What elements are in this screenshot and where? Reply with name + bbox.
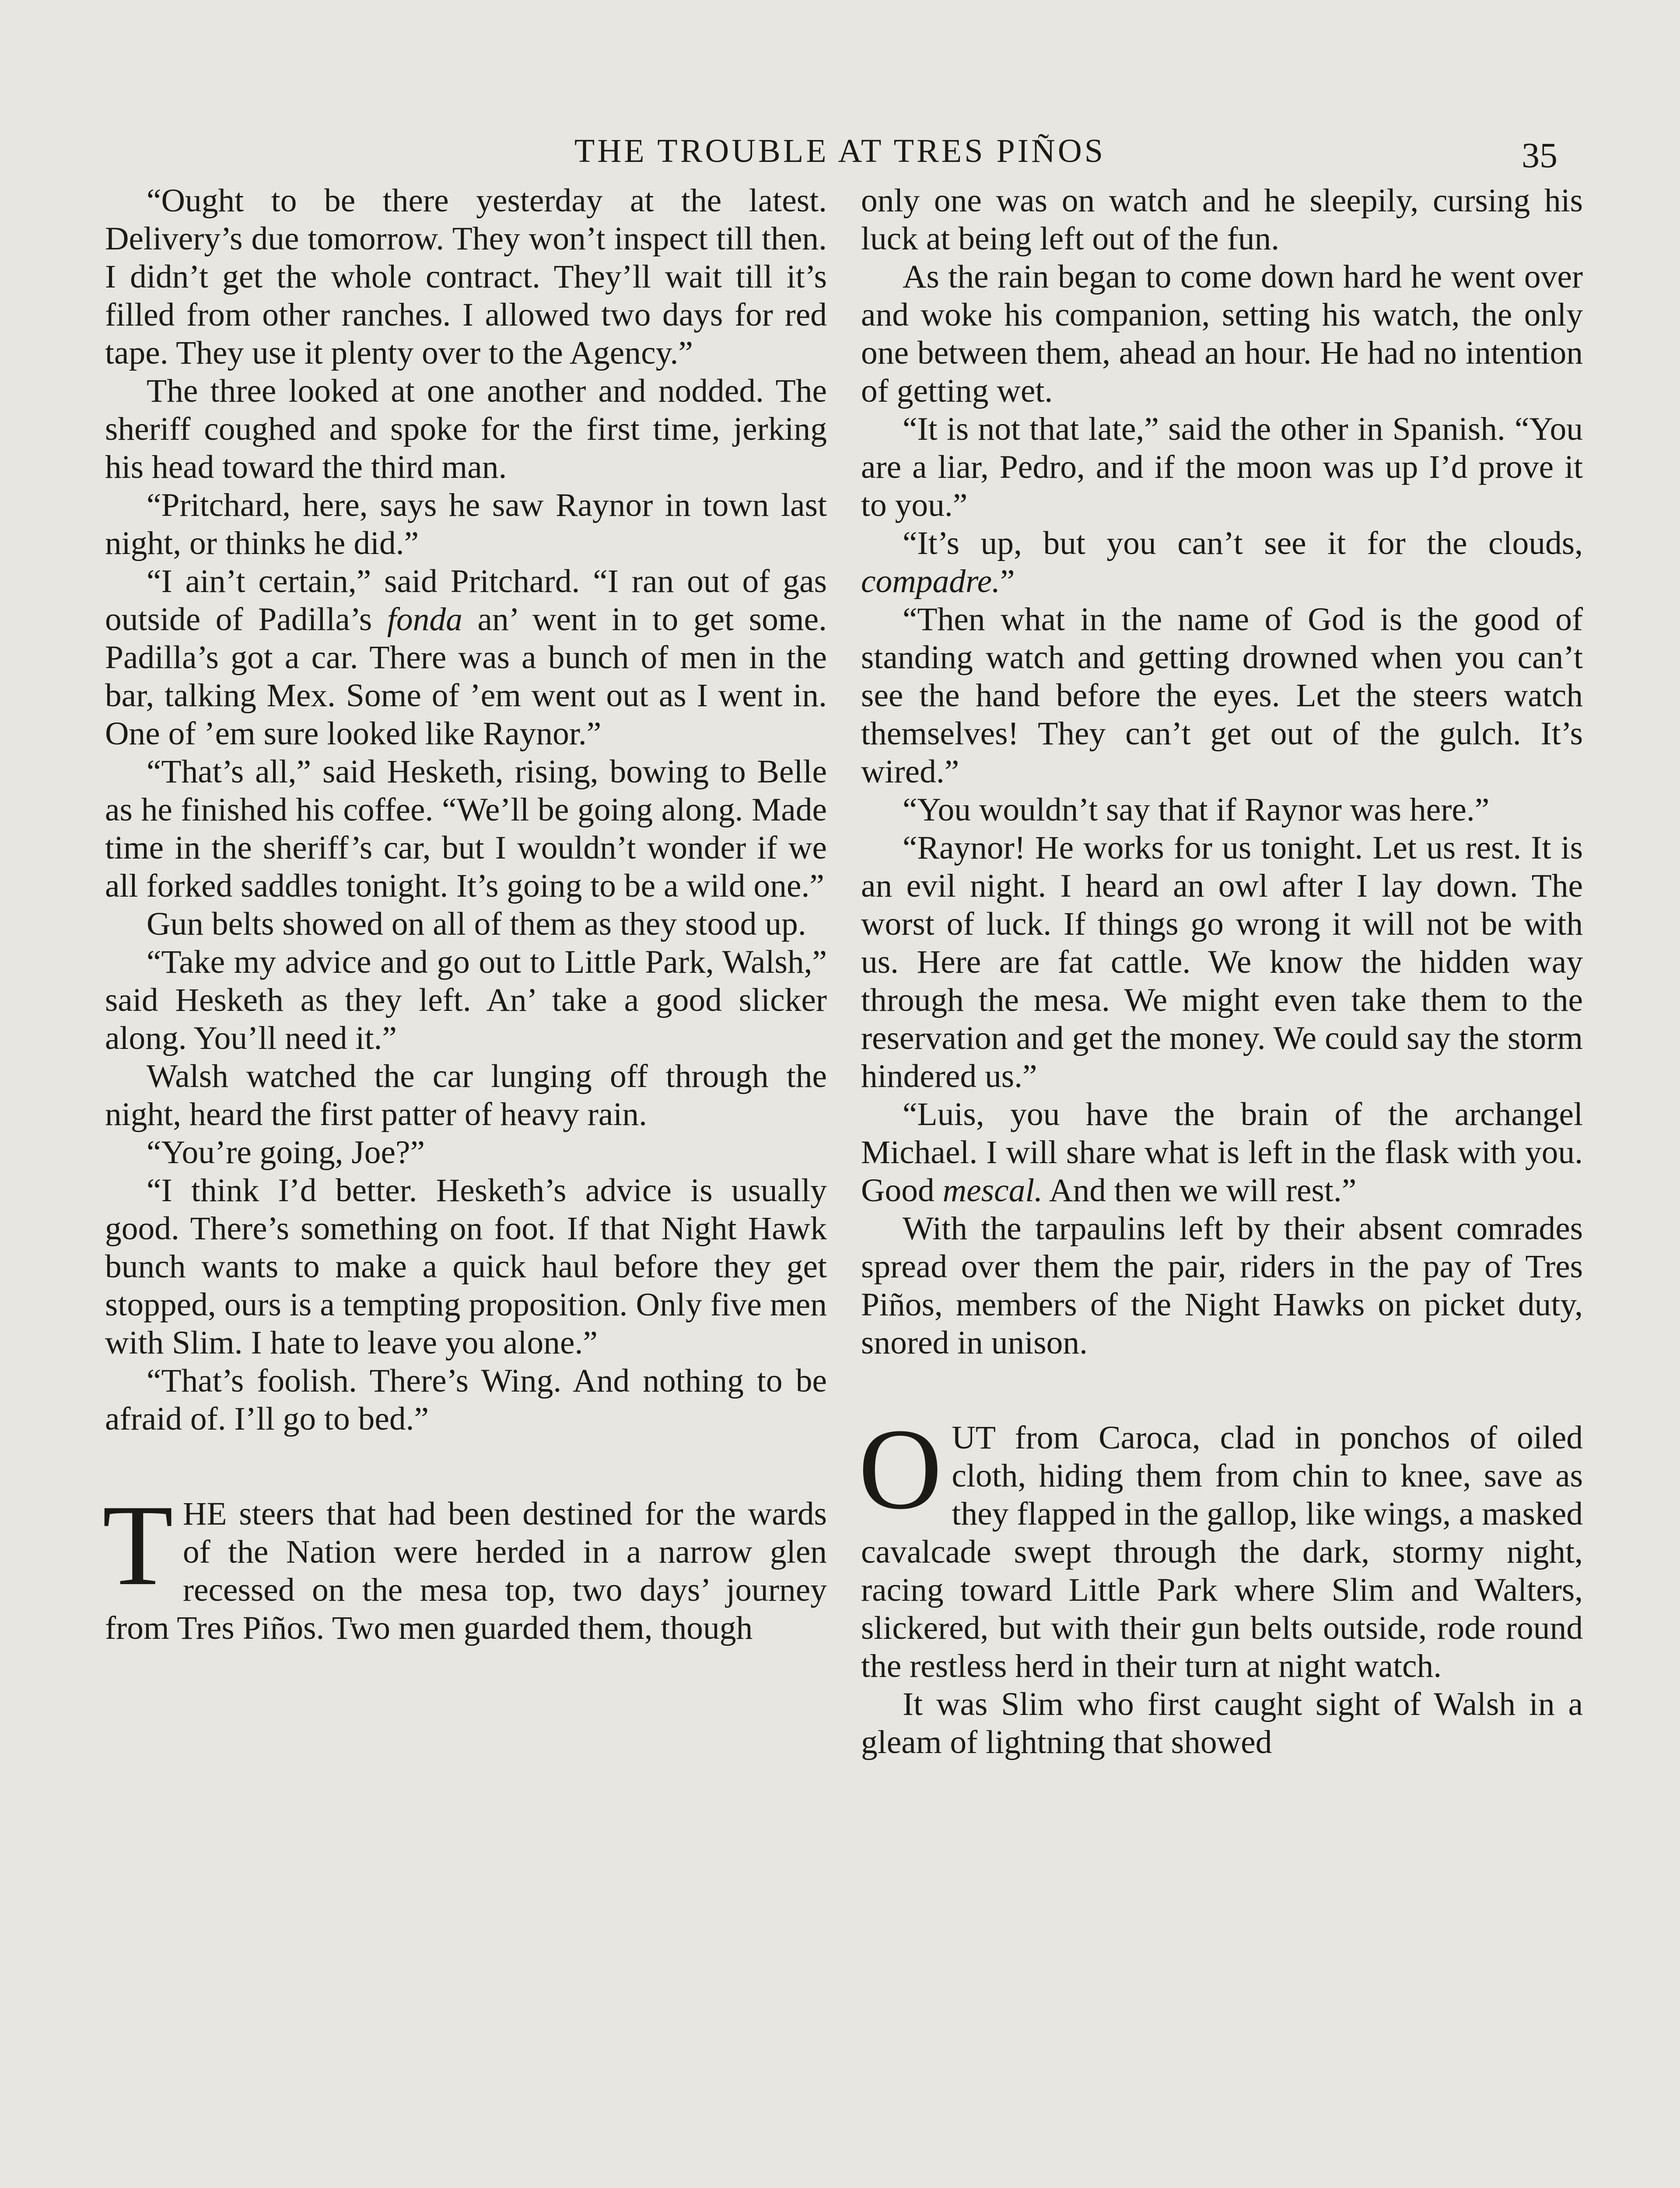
paragraph: “Then what in the name of God is the good of standing watch and getting drowned when you can’t see the hand before the eyes. Let the steers watch themselves! They can’t get out of the gulch. It’s wired.” <box>861 601 1583 790</box>
paragraph: Walsh watched the car lunging off through the night, heard the first patter of heavy rain. <box>105 1058 827 1133</box>
italic-word: compadre. <box>861 563 1000 600</box>
right-column <box>858 182 1583 1761</box>
drop-cap-t: T <box>102 1481 173 1609</box>
paragraph: With the tarpaulins left by their absent comrades spread over them the pair, riders in the pay of Tres Piños, members of the Night Hawks on picket duty, snored in unison. <box>861 1210 1583 1361</box>
paragraph: It was Slim who first caught sight of Walsh in a gleam of lightning that showed <box>861 1686 1583 1760</box>
paragraph <box>105 562 827 753</box>
paragraph-text: “It’s up, but you can’t see it for the clouds, <box>903 525 1583 561</box>
paragraph: only one was on watch and he sleepily, cursing his luck at being left out of the fun. <box>861 182 1583 257</box>
left-column <box>102 182 827 1647</box>
paragraph: The three looked at one another and nodded. The sheriff coughed and spoke for the first time, jerking his head toward the third man. <box>105 373 827 485</box>
right-paragraphs <box>861 182 1583 1362</box>
paragraph: “That’s foolish. There’s Wing. And nothing to be afraid of. I’ll go to bed.” <box>105 1363 827 1437</box>
italic-word: fonda <box>387 601 462 638</box>
paragraph-text: “I ain’t certain,” said Pritchard. “I ran out of gas outside of Padilla’s <box>105 563 827 638</box>
paragraph: “Pritchard, here, says he saw Raynor in town last night, or thinks he did.” <box>105 487 827 561</box>
paragraph: “That’s all,” said Hesketh, rising, bowing to Belle as he finished his coffee. “We’ll be going along. Made time in the sheriff’s car, but I wouldn’t wonder if we all forked saddles tonight. It’s going to be a wild one.” <box>105 754 827 904</box>
section-text: HE steers that had been destined for the wards of the Nation were herded in a narrow glen recessed on the mesa top, two days’ journey from Tres Piños. Two men guarded them, though <box>105 1496 827 1646</box>
drop-cap-o: O <box>858 1405 942 1533</box>
paragraph <box>861 524 1583 600</box>
section-break-paragraph <box>858 1405 1583 1685</box>
paragraph-text: ” <box>1000 563 1015 600</box>
left-paragraphs <box>105 182 827 1438</box>
paragraph: “You’re going, Joe?” <box>147 1134 425 1171</box>
right-after-paragraphs <box>861 1685 1583 1761</box>
paragraph: “Raynor! He works for us tonight. Let us rest. It is an evil night. I heard an owl after I lay down. The worst of luck. If things go wrong it will not be with us. Here are fat cattle. We know the hidden way through the mesa. We might even take them to the reservation and get the money. We could say the storm hindered us.” <box>861 830 1583 1094</box>
paragraph: “I think I’d better. Hesketh’s advice is usually good. There’s something on foot. If that Night Hawk bunch wants to make a quick haul before they get stopped, ours is a tempting proposition. Only five men with Slim. I hate to leave you alone.” <box>105 1172 827 1361</box>
paragraph: “You wouldn’t say that if Raynor was here.” <box>903 792 1490 828</box>
paragraph: “It is not that late,” said the other in Spanish. “You are a liar, Pedro, and if the moon was up I’d prove it to you.” <box>861 411 1583 523</box>
running-title: THE TROUBLE AT TRES PIÑOS <box>574 133 1106 169</box>
section-break-paragraph <box>102 1481 827 1647</box>
paragraph: “Ought to be there yesterday at the latest. Delivery’s due tomorrow. They won’t inspect till then. I didn’t get the whole contract. They’ll wait till it’s filled from other ranches. I allowed two days for red tape. They use it plenty over to the Agency.” <box>105 182 827 371</box>
paragraph-text: “Luis, you have the brain of the archangel Michael. I will share what is left in the flask with you. Good <box>861 1096 1583 1209</box>
paragraph-text: And then we will rest.” <box>1043 1172 1357 1209</box>
paragraph-text: an’ went in to get some. Padilla’s got a car. There was a bunch of men in the bar, talking Mex. Some of ’em went out as I went in. One of ’em sure looked like Raynor.” <box>105 601 827 752</box>
paragraph: As the rain began to come down hard he went over and woke his companion, setting his watch, the only one between them, ahead an hour. He had no intention of getting wet. <box>861 259 1583 409</box>
paragraph: Gun belts showed on all of them as they stood up. <box>147 906 806 942</box>
page-header <box>105 127 1575 175</box>
section-text: UT from Caroca, clad in ponchos of oiled cloth, hiding them from chin to knee, save as they flapped in the gallop, like wings, a masked cavalcade swept through the dark, stormy night, racing toward Little Park where Slim and Walters, slickered, but with their gun belts outside, rode round the restless herd in their turn at night watch. <box>861 1420 1583 1684</box>
paragraph: “Take my advice and go out to Little Park, Walsh,” said Hesketh as they left. An’ take a good slicker along. You’ll need it.” <box>105 944 827 1056</box>
page-number: 35 <box>1522 135 1558 175</box>
paragraph <box>861 1095 1583 1210</box>
italic-word: mescal. <box>942 1172 1043 1209</box>
